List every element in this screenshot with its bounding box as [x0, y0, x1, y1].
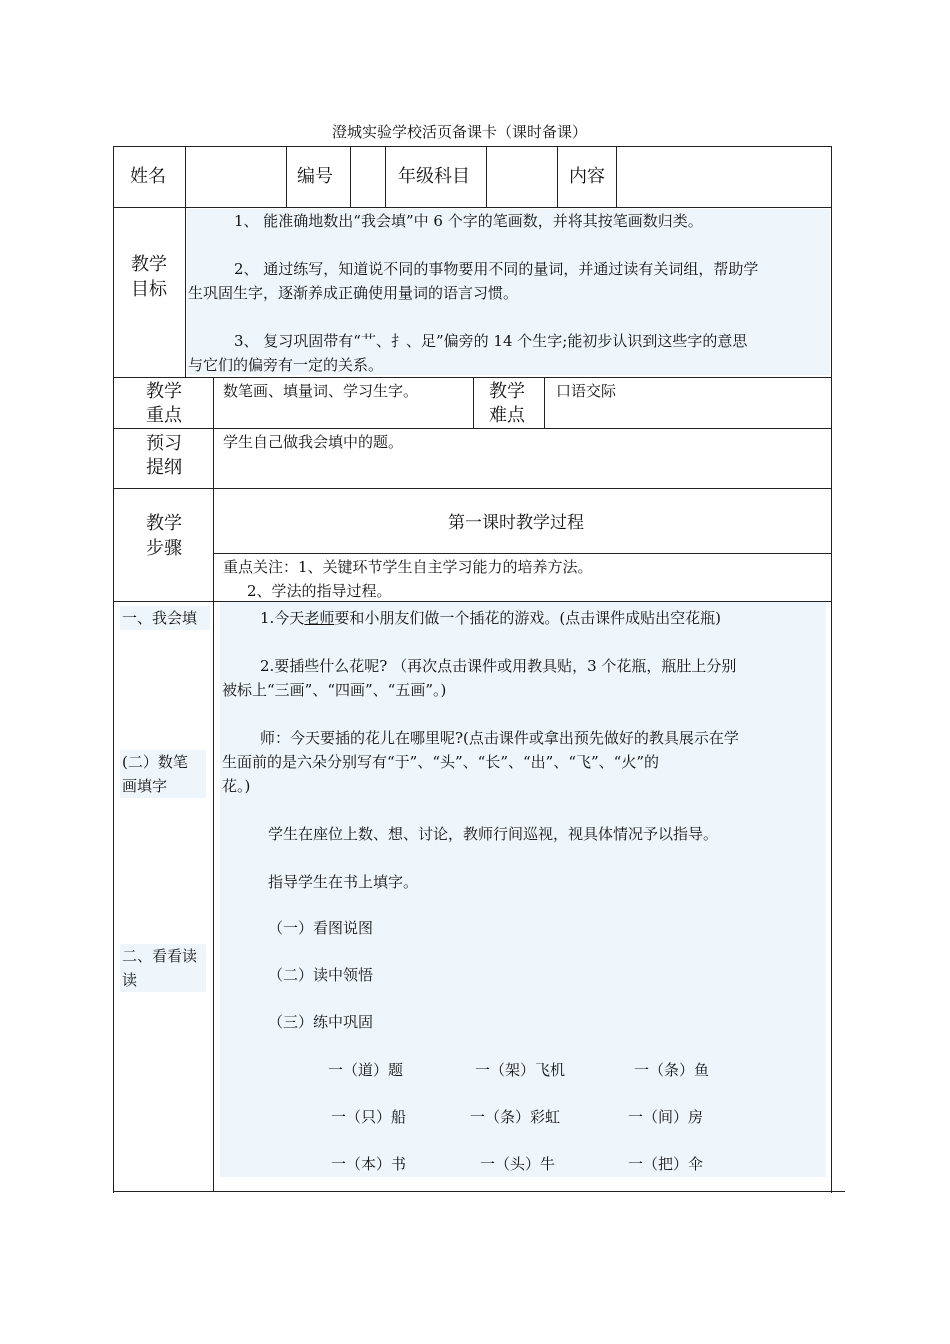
process-p4: 学生在座位上数、想、讨论，教师行间巡视，视具体情况予以指导。 — [268, 825, 719, 843]
word-item: 一（头）牛 — [480, 1155, 556, 1173]
process-p2-line-2: 被标上“三画”、“四画”、“五画”。) — [222, 681, 447, 699]
process-p1 — [260, 609, 721, 628]
word-item: 一（本）书 — [331, 1155, 407, 1173]
focus-line-2: 2、学法的指导过程。 — [247, 582, 392, 600]
steps-label-2: 步骤 — [146, 538, 182, 559]
goals-label-1: 教学 — [131, 254, 167, 275]
p1-underlined: 老师 — [304, 609, 335, 627]
side-count-strokes-2: 画填字 — [122, 777, 168, 795]
side-fill-in: 一、我会填 — [122, 609, 198, 627]
page-title: 澄城实验学校活页备课卡（课时备课） — [332, 123, 588, 141]
word-item: 一（只）船 — [331, 1108, 407, 1126]
goal-3-line-2: 与它们的偏旁有一定的关系。 — [188, 356, 384, 374]
word-item: 一（条）彩虹 — [470, 1108, 561, 1126]
word-item: 一（条）鱼 — [634, 1061, 710, 1079]
process-p5: 指导学生在书上填字。 — [268, 873, 419, 891]
key-label-2: 重点 — [146, 405, 182, 426]
side-read-1: 二、看看读 — [122, 947, 198, 965]
word-item: 一（把）伞 — [628, 1155, 704, 1173]
word-item: 一（架）飞机 — [475, 1061, 566, 1079]
focus-line-1: 重点关注：1、关键环节学生自主学习能力的培养方法。 — [223, 558, 593, 576]
number-label: 编号 — [297, 166, 333, 187]
word-item: 一（间）房 — [628, 1108, 704, 1126]
steps-heading: 第一课时教学过程 — [448, 513, 584, 533]
side-read-2: 读 — [122, 971, 138, 989]
name-label: 姓名 — [130, 166, 166, 187]
goal-2-line-1: 2、 通过练写，知道说不同的事物要用不同的量词，并通过读有关词组，帮助学 — [234, 260, 759, 278]
goal-2-line-2: 生巩固生字，逐渐养成正确使用量词的语言习惯。 — [188, 284, 519, 302]
process-p8: （三）练中巩固 — [268, 1013, 374, 1031]
preview-text: 学生自己做我会填中的题。 — [223, 433, 404, 451]
goals-label-2: 目标 — [131, 279, 167, 300]
difficulty-text: 口语交际 — [556, 382, 617, 400]
p1-pre: 1.今天 — [260, 609, 305, 627]
key-text: 数笔画、填量词、学习生字。 — [223, 382, 419, 400]
process-p6: （一）看图说图 — [268, 919, 374, 937]
process-p3-line-1: 师：今天要插的花儿在哪里呢?(点击课件或拿出预先做好的教具展示在学 — [260, 729, 739, 747]
difficulty-label-1: 教学 — [489, 381, 525, 402]
content-label: 内容 — [569, 166, 605, 187]
grade-subject-label: 年级科目 — [398, 166, 470, 187]
process-p2-line-1: 2.要插些什么花呢? （再次点击课件或用教具贴，3 个花瓶，瓶肚上分别 — [260, 657, 737, 675]
steps-label-1: 教学 — [146, 513, 182, 534]
process-p3-line-2: 生面前的是六朵分别写有“于”、“头”、“长”、“出”、“飞”、“火”的 — [222, 753, 660, 771]
difficulty-label-2: 难点 — [489, 405, 525, 426]
word-item: 一（道）题 — [328, 1061, 404, 1079]
process-p7: （二）读中领悟 — [268, 966, 374, 984]
goal-1: 1、 能准确地数出“我会填”中 6 个字的笔画数，并将其按笔画数归类。 — [234, 212, 703, 230]
process-p3-line-3: 花。) — [222, 777, 251, 795]
key-label-1: 教学 — [146, 381, 182, 402]
preview-label-2: 提纲 — [146, 457, 182, 478]
side-count-strokes-1: (二）数笔 — [122, 753, 188, 771]
goal-3-line-1: 3、 复习巩固带有“艹、扌、足”偏旁的 14 个生字;能初步认识到这些字的意思 — [234, 332, 748, 350]
preview-label-1: 预习 — [146, 433, 182, 454]
p1-post: 要和小朋友们做一个插花的游戏。(点击课件成贴出空花瓶) — [334, 609, 722, 627]
